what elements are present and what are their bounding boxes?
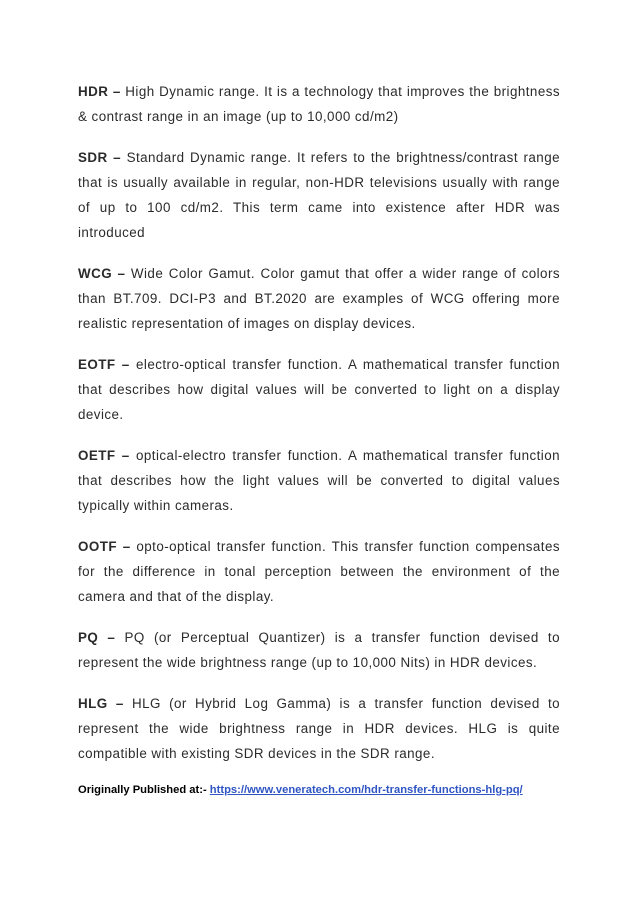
definition-text: opto-optical transfer function. This transfer function compensates for the difference in tonal perception between the environment of the camera and that of the display. xyxy=(78,539,560,604)
definition-hlg xyxy=(78,691,560,766)
definition-oetf xyxy=(78,443,560,518)
definition-hdr xyxy=(78,79,560,129)
definition-term: OETF – xyxy=(78,448,130,463)
definition-text: PQ (or Perceptual Quantizer) is a transfer function devised to represent the wide brightness range (up to 10,000 Nits) in HDR devices. xyxy=(78,630,560,670)
source-link[interactable]: https://www.veneratech.com/hdr-transfer-functions-hlg-pq/ xyxy=(209,784,523,796)
document-page xyxy=(78,79,560,798)
definition-sdr xyxy=(78,145,560,245)
definition-term: SDR – xyxy=(78,150,122,165)
definition-text: optical-electro transfer function. A mathematical transfer function that describes how the light values will be converted to digital values typically within cameras. xyxy=(78,448,561,513)
definition-text: electro-optical transfer function. A mathematical transfer function that describes how digital values will be converted to light on a display device. xyxy=(78,357,561,422)
definition-term: HLG – xyxy=(78,696,124,711)
source-label: Originally Published at:- xyxy=(78,784,207,796)
definition-text: Wide Color Gamut. Color gamut that offer a wider range of colors than BT.709. DCI-P3 and BT.2020 are examples of WCG offering more realistic representation of images on display devices. xyxy=(78,266,560,331)
definition-term: HDR – xyxy=(78,84,121,99)
definition-text: Standard Dynamic range. It refers to the brightness/contrast range that is usually available in regular, non-HDR televisions usually with range of up to 100 cd/m2. This term came into existence after HDR was introduced xyxy=(78,150,560,240)
definition-eotf xyxy=(78,352,560,427)
definition-pq xyxy=(78,625,560,675)
definition-term: WCG – xyxy=(78,266,126,281)
definition-wcg xyxy=(78,261,560,336)
definition-text: High Dynamic range. It is a technology that improves the brightness & contrast range in an image (up to 10,000 cd/m2) xyxy=(78,84,561,124)
definition-term: EOTF – xyxy=(78,357,130,372)
definition-term: OOTF – xyxy=(78,539,131,554)
definition-term: PQ – xyxy=(78,630,116,645)
definition-text: HLG (or Hybrid Log Gamma) is a transfer function devised to represent the wide brightness range in HDR devices. HLG is quite compatible with existing SDR devices in the SDR range. xyxy=(78,696,561,761)
definition-ootf xyxy=(78,534,560,609)
source-attribution xyxy=(78,782,560,798)
